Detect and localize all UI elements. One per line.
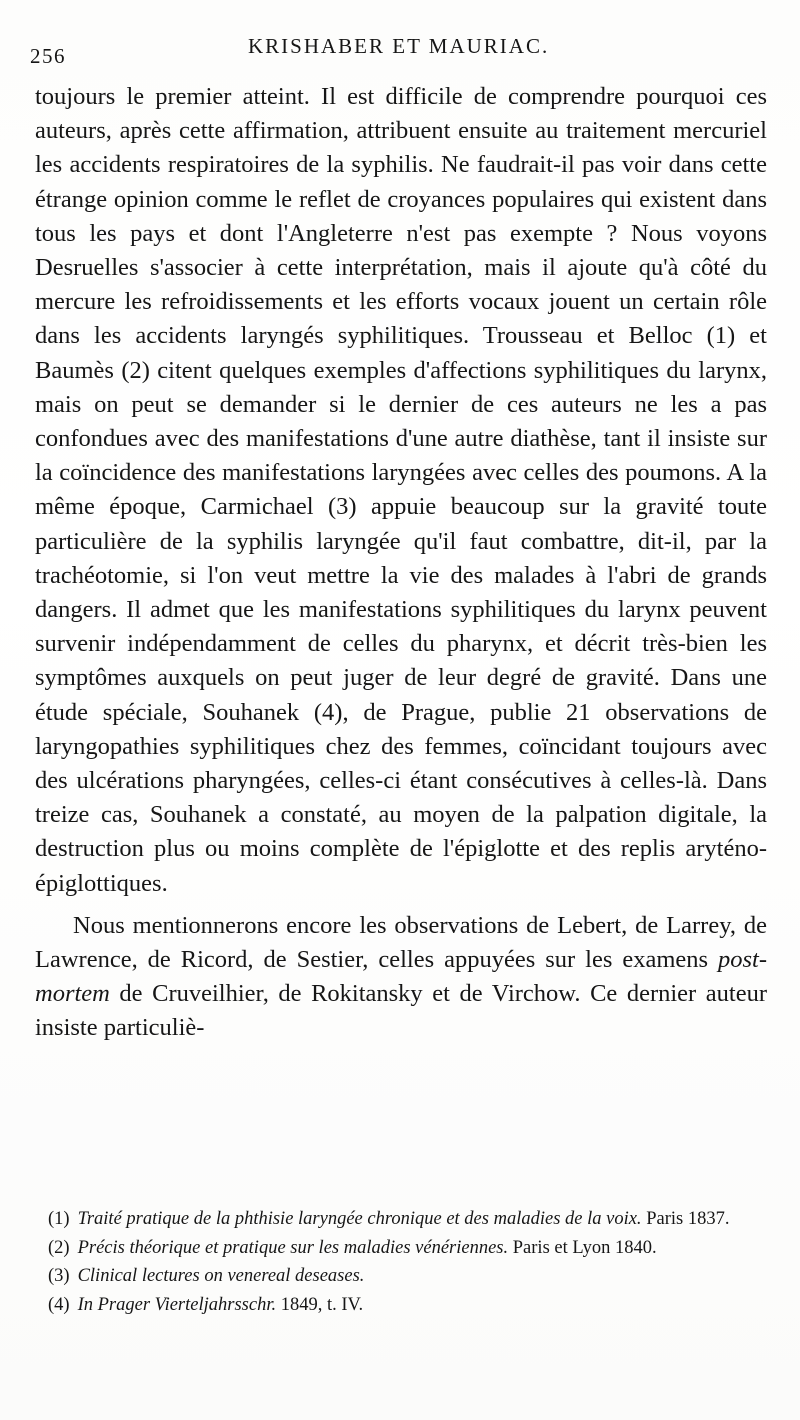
page-number: 256 xyxy=(30,44,66,68)
footnote-mark: (1) xyxy=(48,1209,70,1229)
footnote-title: Précis théorique et pratique sur les maladies vénériennes. xyxy=(77,1237,509,1258)
italic-term: post-mortem xyxy=(35,946,767,1008)
footnote-mark: (3) xyxy=(48,1266,70,1286)
footnote-details: Paris 1837. xyxy=(641,1209,730,1229)
footnotes xyxy=(48,1208,770,1322)
paragraph-text: de Cruveilhier, de Rokitansky et de Virchow. Ce dernier auteur insiste particuliè- xyxy=(35,980,767,1042)
paragraph xyxy=(35,909,767,1046)
paragraph: toujours le premier atteint. Il est difficile de comprendre pourquoi ces auteurs, après cette affirmation, attribuent ensuite au traitement mercuriel les accidents respiratoires de la syphilis. Ne faudrait-il pas voir dans cette étrange opinion comme le reflet de croyances populaires qui existent dans tous les pays et dont l'Angleterre n'est pas exempte ? Nous voyons Desruelles s'associer à cette interprétation, mais il ajoute qu'à côté du mercure les refroidissements et les efforts vocaux jouent un certain rôle dans les accidents laryngés syphilitiques. Trousseau et Belloc (1) et Baumès (2) citent quelques exemples d'affections syphilitiques du larynx, mais on peut se demander si le dernier de ces auteurs ne les a pas confondues avec des manifestations d'une autre diathèse, tant il insiste sur la coïncidence des manifestations laryngées avec celles des poumons. A la même époque, Carmichael (3) appuie beaucoup sur la gravité toute particulière de la syphilis laryngée qu'il faut combattre, dit-il, par la trachéotomie, si l'on veut mettre la vie des malades à l'abri de grands dangers. Il admet que les manifestations syphilitiques du larynx peuvent survenir indépendamment de celles du pharynx, et décrit très-bien les symptômes auxquels on peut juger de leur degré de gravité. Dans une étude spéciale, Souhanek (4), de Prague, publie 21 observations de laryngopathies syphilitiques chez des femmes, coïncidant toujours avec des ulcérations pharyngées, celles-ci étant consécutives à celles-là. Dans treize cas, Souhanek a constaté, au moyen de la palpation digitale, la destruction plus ou moins complète de l'épiglotte et des replis aryténo-épiglottiques. xyxy=(35,83,767,897)
footnote-mark: (4) xyxy=(48,1294,70,1315)
footnote-details: 1849, t. IV. xyxy=(276,1294,364,1315)
paragraph-text: Nous mentionnerons encore les observations de Lebert, de Larrey, de Lawrence, de Ricord, de Sestier, celles appuyées sur les examens xyxy=(35,911,767,974)
body-text xyxy=(35,80,767,1046)
running-head: KRISHABER ET MAURIAC. xyxy=(248,34,550,58)
footnote-title: Clinical lectures on venereal deseases. xyxy=(77,1266,365,1286)
page-header xyxy=(30,30,770,66)
footnote-title: In Prager Vierteljahrsschr. xyxy=(77,1294,277,1315)
footnote xyxy=(48,1237,770,1261)
footnote-title: Traité pratique de la phthisie laryngée chronique et des maladies de la voix. xyxy=(77,1209,642,1229)
footnote-details: Paris et Lyon 1840. xyxy=(508,1237,657,1258)
footnote xyxy=(48,1265,770,1289)
footnote-mark: (2) xyxy=(48,1237,70,1258)
footnote xyxy=(48,1208,770,1232)
footnote xyxy=(48,1294,770,1318)
